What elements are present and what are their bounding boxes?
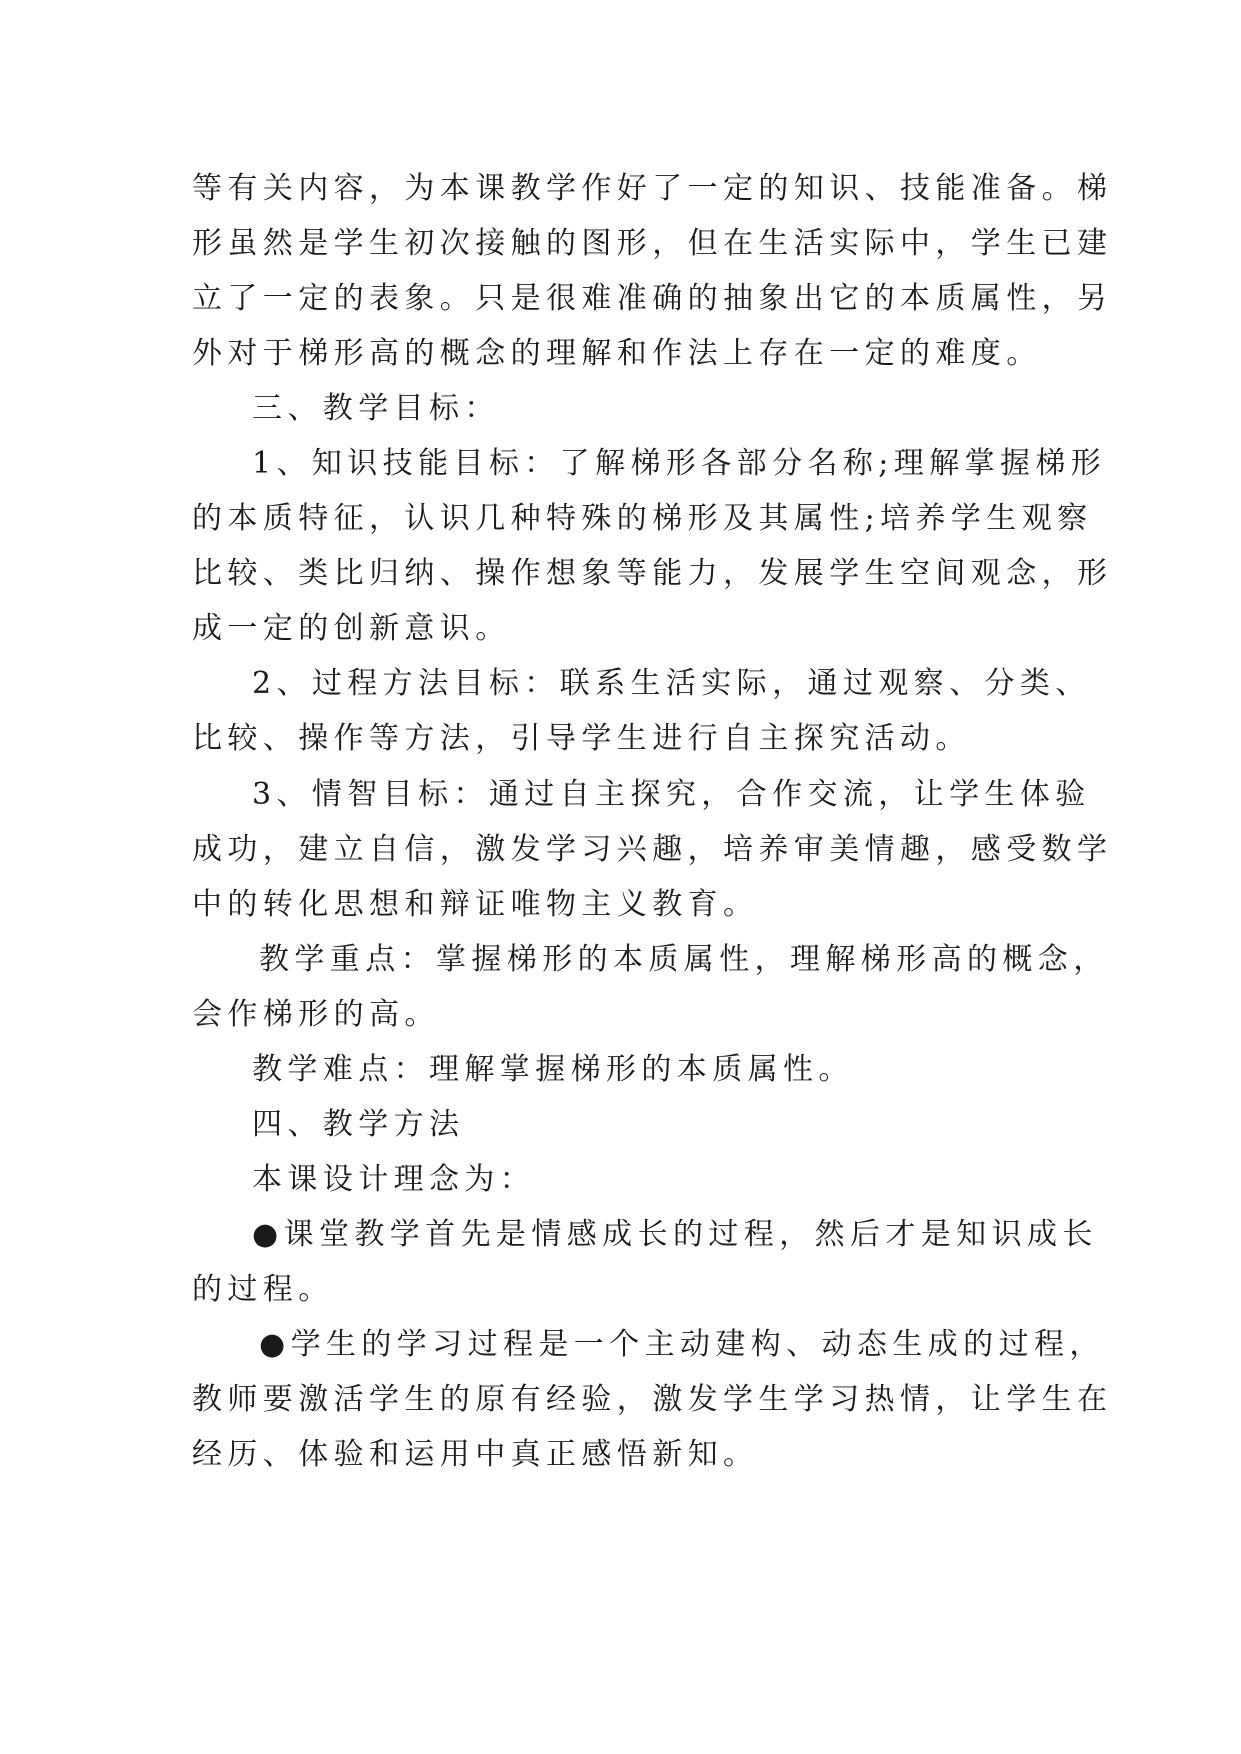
paragraph-line: 本课设计理念为： — [252, 1162, 536, 1197]
paragraph-line: 教学重点：掌握梯形的本质属性，理解梯形高的概念， — [259, 942, 1109, 977]
paragraph-line: 中的转化思想和辩证唯物主义教育。 — [192, 887, 759, 922]
paragraph-line: 3、情智目标：通过自主探究，合作交流，让学生体验 — [252, 777, 1091, 812]
paragraph-line: 的本质特征，认识几种特殊的梯形及其属性;培养学生观察 — [192, 501, 1093, 536]
bullet-line: ●课堂教学首先是情感成长的过程，然后才是知识成长 — [252, 1217, 1098, 1252]
paragraph-line: 比较、操作等方法，引导学生进行自主探究活动。 — [192, 721, 971, 756]
paragraph-line: 等有关内容，为本课教学作好了一定的知识、技能准备。梯 — [192, 171, 1113, 206]
section-heading: 四、教学方法 — [252, 1107, 465, 1142]
section-heading: 三、教学目标： — [252, 391, 500, 426]
bullet-line: ●学生的学习过程是一个主动建构、动态生成的过程， — [259, 1327, 1105, 1362]
paragraph-line: 会作梯形的高。 — [192, 997, 440, 1032]
paragraph-line: 2、过程方法目标：联系生活实际，通过观察、分类、 — [252, 666, 1091, 701]
paragraph-line: 形虽然是学生初次接触的图形，但在生活实际中，学生已建 — [192, 226, 1113, 261]
paragraph-line: 成一定的创新意识。 — [192, 611, 511, 646]
paragraph-line: 教学难点：理解掌握梯形的本质属性。 — [252, 1052, 854, 1087]
paragraph-line: 的过程。 — [192, 1272, 334, 1307]
paragraph-line: 教师要激活学生的原有经验，激发学生学习热情，让学生在 — [192, 1382, 1113, 1417]
paragraph-line: 立了一定的表象。只是很难准确的抽象出它的本质属性，另 — [192, 281, 1113, 316]
paragraph-line: 经历、体验和运用中真正感悟新知。 — [192, 1437, 759, 1472]
paragraph-line: 成功，建立自信，激发学习兴趣，培养审美情趣，感受数学 — [192, 832, 1113, 867]
paragraph-line: 外对于梯形高的概念的理解和作法上存在一定的难度。 — [192, 336, 1042, 371]
paragraph-line: 比较、类比归纳、操作想象等能力，发展学生空间观念，形 — [192, 556, 1113, 591]
paragraph-line: 1、知识技能目标：了解梯形各部分名称;理解掌握梯形 — [252, 446, 1107, 481]
